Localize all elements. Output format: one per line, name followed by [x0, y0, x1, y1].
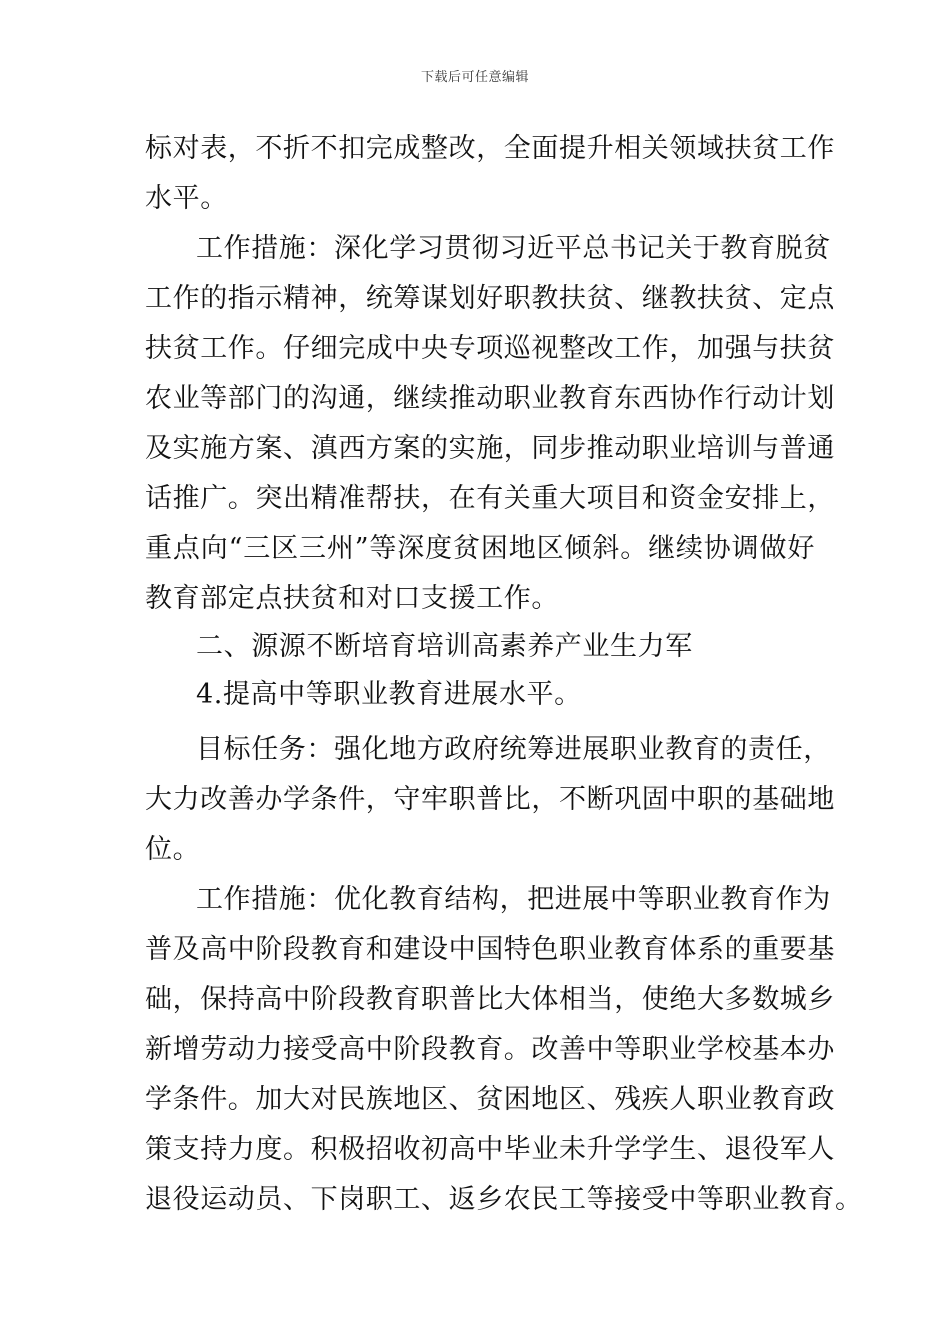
paragraph-first-line: 工作措施：深化学习贯彻习近平总书记关于教育脱贫 [196, 233, 831, 264]
paragraph-first-line: 工作措施：优化教育结构，把进展中等职业教育作为 [196, 884, 831, 915]
body-line: 农业等部门的沟通，继续推动职业教育东西协作行动计划 [145, 383, 835, 414]
body-line: 学条件。加大对民族地区、贫困地区、残疾人职业教育政 [145, 1084, 835, 1115]
paragraph-first-line: 目标任务：强化地方政府统筹进展职业教育的责任， [196, 734, 831, 765]
body-line: 及实施方案、滇西方案的实施，同步推动职业培训与普通 [145, 433, 835, 464]
body-line: 教育部定点扶贫和对口支援工作。 [145, 583, 559, 614]
body-line: 水平。 [145, 183, 228, 214]
body-line: 新增劳动力接受高中阶段教育。改善中等职业学校基本办 [145, 1034, 835, 1065]
body-line: 位。 [145, 834, 201, 865]
body-line: 话推广。突出精准帮扶，在有关重大项目和资金安排上， [145, 483, 835, 514]
body-line: 大力改善办学条件，守牢职普比，不断巩固中职的基础地 [145, 784, 835, 815]
body-line: 退役运动员、下岗职工、返乡农民工等接受中等职业教育。 [145, 1184, 863, 1215]
body-line: 工作的指示精神，统筹谋划好职教扶贫、继教扶贫、定点 [145, 283, 835, 314]
body-line: 策支持力度。积极招收初高中毕业未升学学生、退役军人 [145, 1134, 835, 1165]
section-heading: 二、源源不断培育培训高素养产业生力军 [196, 631, 693, 662]
subsection-heading: 4.提高中等职业教育进展水平。 [196, 679, 582, 710]
body-line: 标对表，不折不扣完成整改，全面提升相关领域扶贫工作 [145, 133, 835, 164]
body-line: 重点向“三区三州”等深度贫困地区倾斜。继续协调做好 [145, 533, 815, 564]
header-note: 下载后可任意编辑 [420, 70, 529, 85]
body-line: 扶贫工作。仔细完成中央专项巡视整改工作，加强与扶贫 [145, 333, 835, 364]
body-line: 础，保持高中阶段教育职普比大体相当，使绝大多数城乡 [145, 984, 835, 1015]
body-line: 普及高中阶段教育和建设中国特色职业教育体系的重要基 [145, 934, 835, 965]
